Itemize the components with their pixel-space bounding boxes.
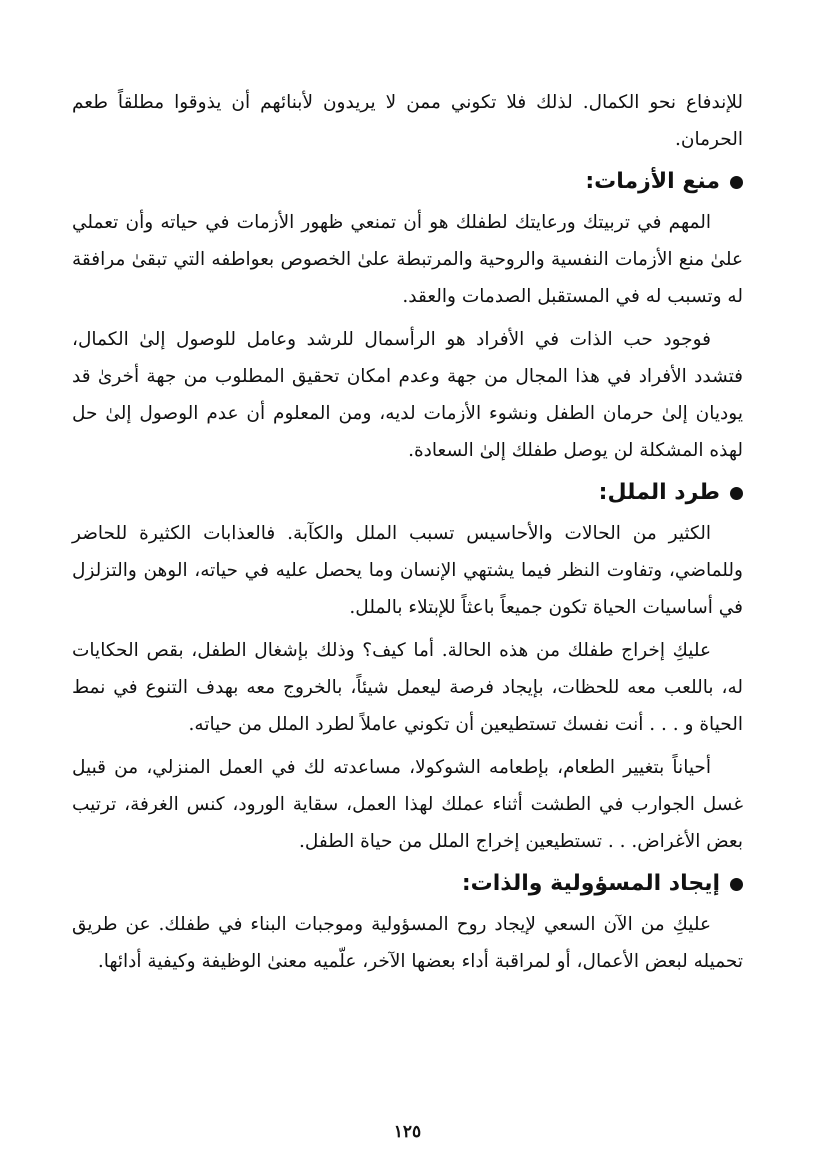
section-heading-responsibility [72,866,743,902]
bullet-icon [730,176,743,189]
paragraph: فوجود حب الذات في الأفراد هو الرأسمال للرشد وعامل للوصول إلىٰ الكمال، فتشدد الأفراد في هذا المجال من جهة وعدم امكان تحقيق المطلوب من جهة أخرىٰ قد يوديان إلىٰ حرمان الطفل ونشوء الأزمات لديه، ومن المعلوم أن عدم الوصول إلىٰ حل لهذه المشكلة لن يوصل طفلك إلىٰ السعادة. [72,329,743,461]
section-heading-label: إيجاد المسؤولية والذات: [461,871,720,896]
paragraph: عليكِ إخراج طفلك من هذه الحالة. أما كيف؟ وذلك بإشغال الطفل، بقص الحكايات له، باللعب معه للحظات، بإيجاد فرصة ليعمل شيئاً، بالخروج معه بهدف التنوع في نمط الحياة و . . . أنت نفسك تستطيعين أن تكوني عاملاً لطرد الملل من حياته. [72,640,743,735]
paragraph: أحياناً بتغيير الطعام، بإطعامه الشوكولا، مساعدته لك في العمل المنزلي، من قبيل غسل الجوارب في الطشت أثناء عملك لهذا العمل، سقاية الورود، كنس الغرفة، ترتيب بعض الأغراض. . . تستطيعين إخراج الملل من حياة الطفل. [72,757,743,852]
intro-paragraph: للإندفاع نحو الكمال. لذلك فلا تكوني ممن لا يريدون لأبنائهم أن يذوقوا مطلقاً طعم الحرمان. [72,92,743,150]
section-heading-label: طرد الملل: [598,480,720,505]
section-heading-label: منع الأزمات: [585,169,720,194]
paragraph: الكثير من الحالات والأحاسيس تسبب الملل والكآبة. فالعذابات الكثيرة للحاضر وللماضي، وتفاوت النظر فيما يشتهي الإنسان وما يحصل عليه في حياته، الوهن والتزلزل في أساسيات الحياة تكون جميعاً باعثاً للإبتلاء بالملل. [72,523,743,618]
page-body [72,84,743,986]
bullet-icon [730,878,743,891]
paragraph: عليكِ من الآن السعي لإيجاد روح المسؤولية وموجبات البناء في طفلك. عن طريق تحميله لبعض الأعمال، أو لمراقبة أداء بعضها الآخر، علّميه معنىٰ الوظيفة وكيفية أدائها. [72,914,743,972]
section-heading-boredom [72,475,743,511]
bullet-icon [730,487,743,500]
paragraph: المهم في تربيتك ورعايتك لطفلك هو أن تمنعي ظهور الأزمات في حياته وأن تعملي علىٰ منع الأزمات النفسية والروحية والمرتبطة علىٰ الخصوص بعواطفه التي تبقىٰ مرافقة له وتسبب له في المستقبل الصدمات والعقد. [72,212,743,307]
page-number: ١٢٥ [393,1122,422,1142]
section-heading-crisis-prevention [72,164,743,200]
